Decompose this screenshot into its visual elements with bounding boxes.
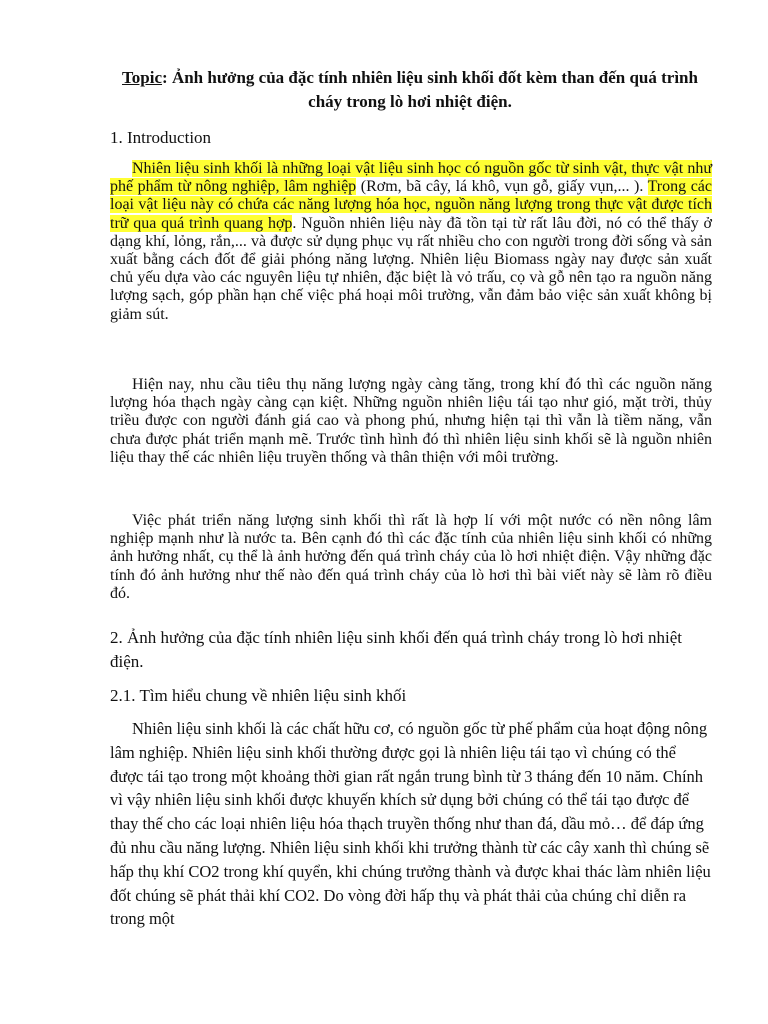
paragraph-1-text-b: . Nguồn nhiên liệu này đã tồn tại từ rất lâu đời, nó có thể thấy ở dạng khí, lỏng, rắn,... và được sử dụng phục vụ rất nhiều cho con người trong đời sống và sản xuất bằng cách đốt để giải phóng năng lượng. Nhiên liệu Biomass ngày nay được sản xuất chủ yếu dựa vào các nguyên liệu tự nhiên, đặc biệt là vỏ trấu, cọ và gỗ nên tạo ra nguồn năng lượng sạch, góp phần hạn chế việc phá hoại môi trường, vẫn đảm bảo việc sản xuất không bị giảm sút. xyxy=(110,214,712,323)
section-heading-introduction: 1. Introduction xyxy=(110,128,212,147)
document-title xyxy=(110,66,710,114)
paragraph-2: Hiện nay, nhu cầu tiêu thụ năng lượng ngày càng tăng, trong khí đó thì các nguồn năng lượng hóa thạch ngày càng cạn kiệt. Những nguồn nhiên liệu tái tạo như gió, mặt trời, thủy triều được con người đánh giá cao và phong phú, nhưng hiện tại thì vẫn là tiềm năng, vẫn chưa được phát triển mạnh mẽ. Trước tình hình đó thì nhiên liệu sinh khối sẽ là nguồn nhiên liệu thay thế các nhiên liệu truyền thống và thân thiện với môi trường. xyxy=(110,376,712,466)
highlight-1: Nhiên liệu sinh khối là những loại vật liệu sinh học có nguồn gốc từ sinh vật, thực vật như phế phẩm từ nông nghiệp, lâm nghiệp xyxy=(110,160,712,196)
topic-label: Topic xyxy=(122,68,163,87)
section-heading-2-1: 2.1. Tìm hiểu chung về nhiên liệu sinh khối xyxy=(110,686,407,705)
section-heading-2: 2. Ảnh hưởng của đặc tính nhiên liệu sinh khối đến quá trình cháy trong lò hơi nhiệt điện. xyxy=(110,628,683,671)
paragraph-1 xyxy=(110,160,712,324)
paragraph-3: Việc phát triển năng lượng sinh khối thì rất là hợp lí với một nước có nền nông lâm nghiệp mạnh như là nước ta. Bên cạnh đó thì các đặc tính của nhiên liệu sinh khối có những ảnh hưởng nhất, cụ thể là ảnh hưởng đến quá trình cháy của lò hơi nhiệt điện. Vậy những đặc tính đó ảnh hưởng như thế nào đến quá trình cháy của lò hơi thì bài viết này sẽ làm rõ điều đó. xyxy=(110,512,712,602)
paragraph-4: Nhiên liệu sinh khối là các chất hữu cơ, có nguồn gốc từ phế phẩm của hoạt động nông lâm nghiệp. Nhiên liệu sinh khối thường được gọi là nhiên liệu tái tạo vì chúng có thể được tái tạo trong một khoảng thời gian rất ngắn trung bình từ 3 tháng đến 10 năm. Chính vì vậy nhiên liệu sinh khối được khuyến khích sử dụng bởi chúng có thể tái tạo được để thay thế cho các loại nhiên liệu hóa thạch truyền thống như than đá, dầu mỏ… để đáp ứng đủ nhu cầu năng lượng. Nhiên liệu sinh khối khi trưởng thành từ các cây xanh thì chúng sẽ hấp thụ khí CO2 trong khí quyển, khi chúng trưởng thành và được khai thác làm nhiên liệu đốt chúng sẽ phát thải khí CO2. Do vòng đời hấp thụ và phát thải của chúng chỉ diễn ra trong một xyxy=(110,719,711,929)
title-text: : Ảnh hưởng của đặc tính nhiên liệu sinh khối đốt kèm than đến quá trình cháy trong lò hơi nhiệt điện. xyxy=(162,68,698,111)
highlight-2: Trong các loại vật liệu này có chứa các năng lượng hóa học, nguồn năng lượng trong thực vật được tích trữ qua quá trình quang hợp xyxy=(110,178,712,232)
paragraph-1-text-a: (Rơm, bã cây, lá khô, vụn gỗ, giấy vụn,... ). xyxy=(356,178,648,196)
